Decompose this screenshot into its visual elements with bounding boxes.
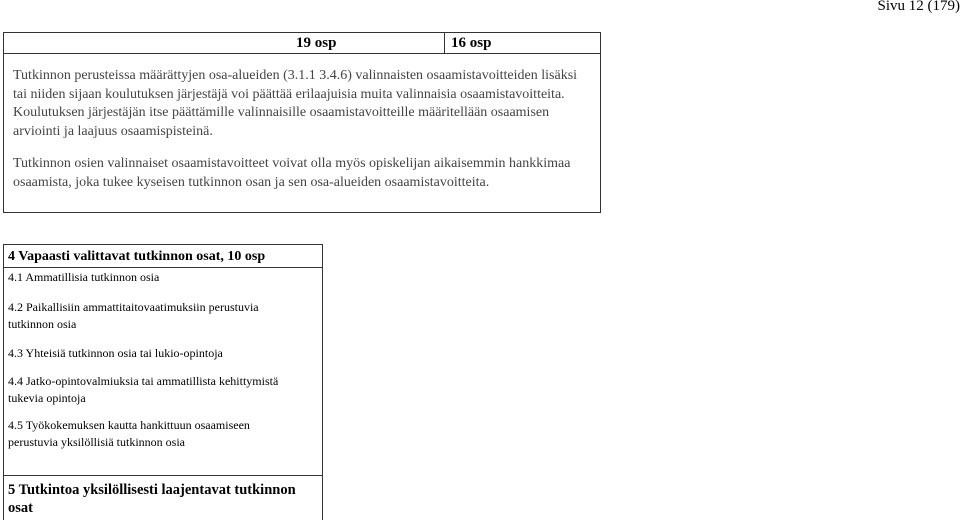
prior-learning-paragraph: Tutkinnon osien valinnaiset osaamistavoitteet voivat olla myös opiskelijan aikaisemmin hankkimaa osaamista, joka tukee kyseisen tutkinnon osan ja sen osa-alueiden osaamistavoitteita. [13,156,571,190]
credits-cell-16: 16 osp [444,33,491,53]
free-choice-section [3,244,323,520]
section-5-title: 5 Tutkintoa yksilöllisesti laajentavat tutkinnon osat [8,482,296,516]
credits-row [4,33,600,54]
list-item: 4.5 Työkokemuksen kautta hankittuun osaamiseen perustuvia yksilöllisiä tutkinnon osia [8,418,250,449]
credits-cell-19: 19 osp [296,35,337,51]
list-item: 4.3 Yhteisiä tutkinnon osia tai lukio-opintoja [8,346,223,360]
list-item: 4.1 Ammatillisia tutkinnon osia [8,270,160,284]
section-4-divider [4,267,322,268]
page-number: Sivu 12 (179) [877,0,960,14]
section-5-divider [4,475,322,476]
list-item: 4.4 Jatko-opintovalmiuksia tai ammatillista kehittymistä tukevia opintoja [8,374,279,405]
optional-goals-table [3,32,601,213]
list-item: 4.2 Paikallisiin ammattitaitovaatimuksiin perustuvia tutkinnon osia [8,300,259,331]
optional-goals-paragraph: Tutkinnon perusteissa määrättyjen osa-alueiden (3.1.1 3.4.6) valinnaisten osaamistavoitteiden lisäksi tai niiden sijaan koulutuksen järjestäjä voi päättää erilaajuisia muita valinnaisia osaamistavoitteita. Koulutuksen järjestäjän itse päättämille valinnaisille osaamistavoitteille määritellään osaamisen arviointi ja laajuus osaamispisteinä. [13,68,578,139]
section-4-title: 4 Vapaasti valittavat tutkinnon osat, 10 osp [8,249,266,264]
